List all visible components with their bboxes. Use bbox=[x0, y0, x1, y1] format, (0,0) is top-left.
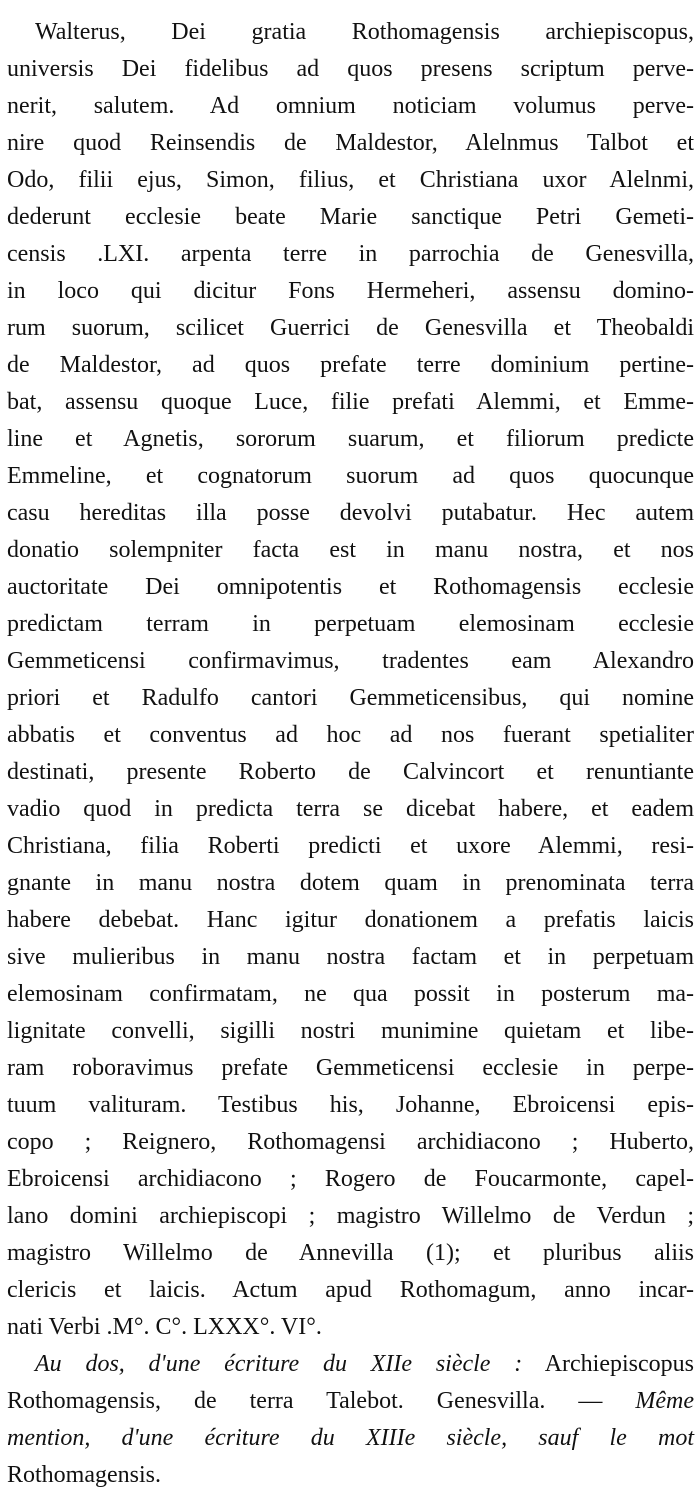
text-line: lignitate convelli, sigilli nostri munimine quietam et libe- bbox=[7, 1018, 694, 1044]
text-line: habere debebat. Hanc igitur donationem a prefatis laicis bbox=[7, 907, 694, 933]
text-line: auctoritate Dei omnipotentis et Rothomagensis ecclesie bbox=[7, 574, 694, 600]
dorsal-note bbox=[7, 1346, 694, 1494]
text-line: Ebroicensi archidiacono ; Rogero de Foucarmonte, capel- bbox=[7, 1166, 694, 1192]
charter-text bbox=[7, 14, 694, 1346]
text-line: magistro Willelmo de Annevilla (1); et pluribus aliis bbox=[7, 1240, 694, 1266]
text-line: gnante in manu nostra dotem quam in prenominata terra bbox=[7, 870, 694, 896]
note-line bbox=[7, 1346, 694, 1383]
text-line: tuum valituram. Testibus his, Johanne, Ebroicensi epis- bbox=[7, 1092, 694, 1118]
text-line: universis Dei fidelibus ad quos presens scriptum perve- bbox=[7, 56, 694, 82]
text-line: casu hereditas illa posse devolvi putabatur. Hec autem bbox=[7, 500, 694, 526]
text-line: nati Verbi .M°. C°. LXXX°. VI°. bbox=[7, 1314, 322, 1340]
text-line: dederunt ecclesie beate Marie sanctique Petri Gemeti- bbox=[7, 204, 694, 230]
text-line: line et Agnetis, sororum suarum, et filiorum predicte bbox=[7, 426, 694, 452]
note-line: Rothomagensis. bbox=[7, 1462, 161, 1488]
text-line: Emmeline, et cognatorum suorum ad quos quocunque bbox=[7, 463, 694, 489]
note-italic: Au dos, d'une écriture du XIIe siècle : bbox=[35, 1351, 523, 1377]
text-line: Walterus, Dei gratia Rothomagensis archiepiscopus, bbox=[35, 19, 694, 45]
note-text: Archiepiscopus bbox=[522, 1351, 694, 1377]
text-line: priori et Radulfo cantori Gemmeticensibus, qui nomine bbox=[7, 685, 694, 711]
text-line: donatio solempniter facta est in manu nostra, et nos bbox=[7, 537, 694, 563]
text-line: clericis et laicis. Actum apud Rothomagum, anno incar- bbox=[7, 1277, 694, 1303]
text-line: destinati, presente Roberto de Calvincort et renuntiante bbox=[7, 759, 694, 785]
text-line: predictam terram in perpetuam elemosinam ecclesie bbox=[7, 611, 694, 637]
document-page bbox=[7, 0, 694, 1494]
text-line: ram roboravimus prefate Gemmeticensi ecclesie in perpe- bbox=[7, 1055, 694, 1081]
text-line: bat, assensu quoque Luce, filie prefati Alemmi, et Emme- bbox=[7, 389, 694, 415]
text-line: in loco qui dicitur Fons Hermeheri, assensu domino- bbox=[7, 278, 694, 304]
text-line: lano domini archiepiscopi ; magistro Willelmo de Verdun ; bbox=[7, 1203, 694, 1229]
note-line bbox=[7, 1383, 694, 1420]
note-italic: Même bbox=[635, 1388, 694, 1414]
text-line: nerit, salutem. Ad omnium noticiam volumus perve- bbox=[7, 93, 694, 119]
text-line: sive mulieribus in manu nostra factam et in perpetuam bbox=[7, 944, 694, 970]
text-line: Odo, filii ejus, Simon, filius, et Christiana uxor Alelnmi, bbox=[7, 167, 694, 193]
text-line: Christiana, filia Roberti predicti et uxore Alemmi, resi- bbox=[7, 833, 694, 859]
text-line: de Maldestor, ad quos prefate terre dominium pertine- bbox=[7, 352, 694, 378]
note-line: mention, d'une écriture du XIIIe siècle, sauf le mot bbox=[7, 1425, 694, 1451]
text-line: censis .LXI. arpenta terre in parrochia de Genesvilla, bbox=[7, 241, 694, 267]
text-line: abbatis et conventus ad hoc ad nos fuerant spetialiter bbox=[7, 722, 694, 748]
text-line: vadio quod in predicta terra se dicebat habere, et eadem bbox=[7, 796, 694, 822]
note-text: Rothomagensis, de terra Talebot. Genesvilla. — bbox=[7, 1388, 636, 1414]
text-line: copo ; Reignero, Rothomagensi archidiacono ; Huberto, bbox=[7, 1129, 694, 1155]
text-line: elemosinam confirmatam, ne qua possit in posterum ma- bbox=[7, 981, 694, 1007]
text-line: Gemmeticensi confirmavimus, tradentes eam Alexandro bbox=[7, 648, 694, 674]
text-line: rum suorum, scilicet Guerrici de Genesvilla et Theobaldi bbox=[7, 315, 694, 341]
text-line: nire quod Reinsendis de Maldestor, Alelnmus Talbot et bbox=[7, 130, 694, 156]
